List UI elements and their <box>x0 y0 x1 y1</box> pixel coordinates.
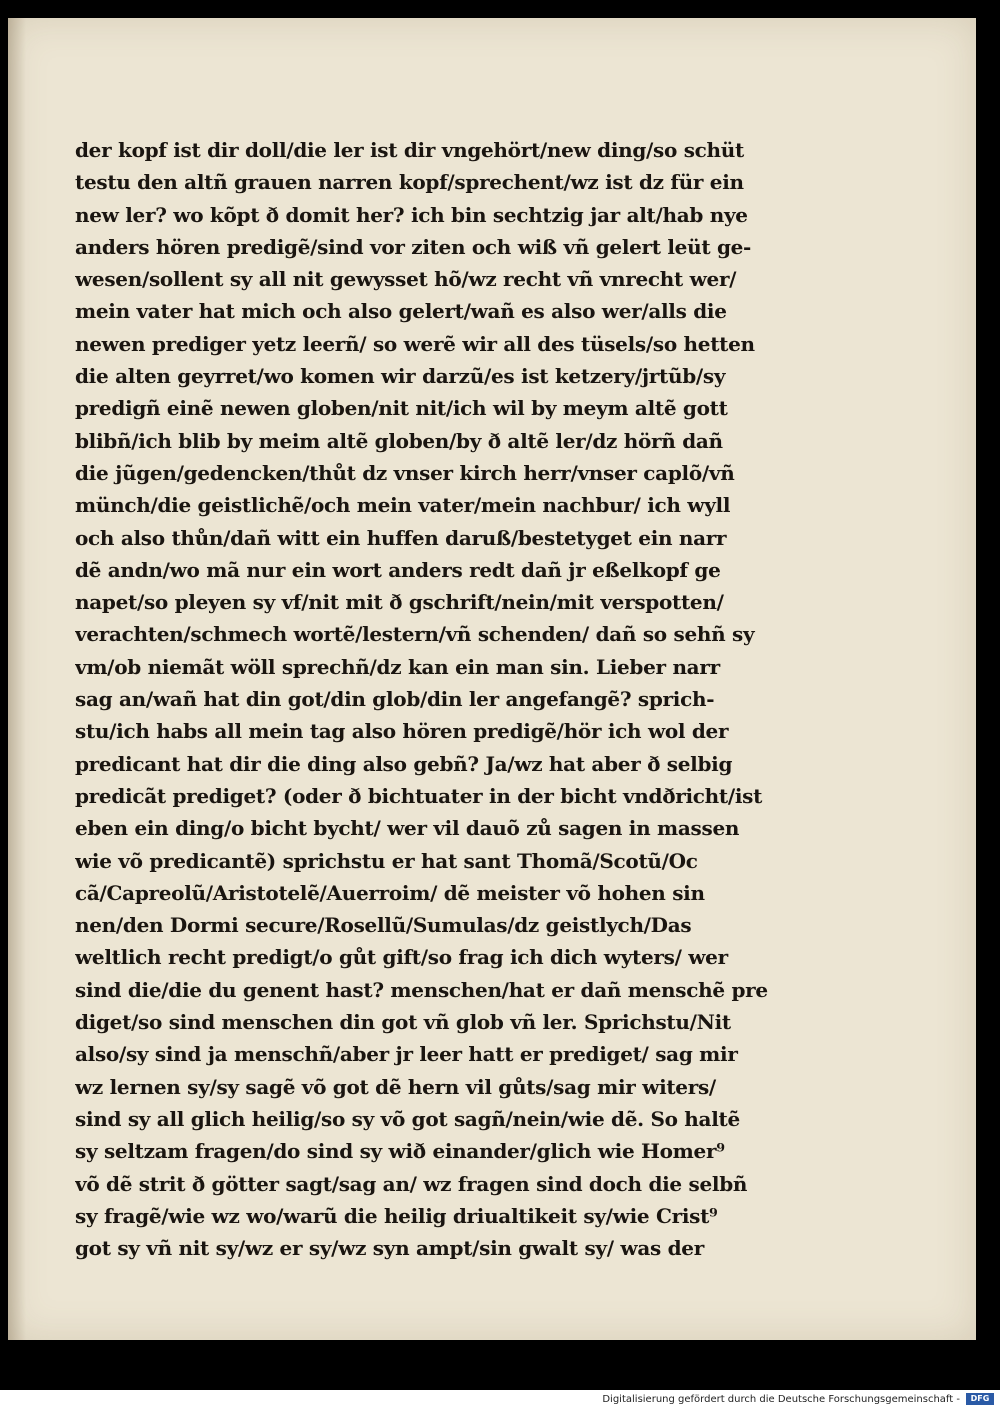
text-line: der kopf ist dir doll/die ler ist dir vngehört/new ding/so schüt <box>75 138 744 162</box>
text-line: weltlich recht predigt/o gůt gift/so frag ich dich wyters/ wer <box>75 945 728 970</box>
text-line: sag an/wañ hat din got/din glob/din ler angefangẽ? sprich- <box>75 687 715 712</box>
text-line: wesen/sollent sy all nit gewysset hõ/wz recht vñ vnrecht wer/ <box>75 267 737 292</box>
text-line: got sy vñ nit sy/wz er sy/wz syn ampt/sin gwalt sy/ was der <box>75 1236 704 1261</box>
text-line: võ dẽ strit ð götter sagt/sag an/ wz fragen sind doch die selbñ <box>75 1171 748 1196</box>
text-line: diget/so sind menschen din got vñ glob vñ ler. Sprichstu/Nit <box>75 1010 731 1035</box>
text-line: sy seltzam fragen/do sind sy wið einander/glich wie Homer⁹ <box>75 1139 725 1164</box>
text-line: eben ein ding/o bicht bycht/ wer vil dauõ zů sagen in massen <box>75 816 740 841</box>
text-line: napet/so pleyen sy vf/nit mit ð gschrift/nein/mit verspotten/ <box>75 590 724 615</box>
text-line: predigñ einẽ newen globen/nit nit/ich wil by meym altẽ gott <box>75 396 728 421</box>
text-line: die jũgen/gedencken/thůt dz vnser kirch herr/vnser caplõ/vñ <box>75 460 735 485</box>
text-line: verachten/schmech wortẽ/lestern/vñ schenden/ dañ so sehñ sy <box>75 622 755 647</box>
text-line: anders hören predigẽ/sind vor ziten och wiß vñ gelert leüt ge- <box>75 234 752 259</box>
text-line: och also thůn/dañ witt ein huffen daruß/bestetyget ein narr <box>75 525 727 550</box>
text-line: newen prediger yetz leerñ/ so werẽ wir all des tüsels/so hetten <box>75 331 755 356</box>
text-line: blibñ/ich blib by meim altẽ globen/by ð altẽ ler/dz hörñ dañ <box>75 428 723 453</box>
text-line: new ler? wo kõpt ð domit her? ich bin sechtzig jar alt/hab nye <box>75 202 748 227</box>
funding-credit: Digitalisierung gefördert durch die Deutsche Forschungsgemeinschaft - <box>602 1394 960 1405</box>
text-line: nen/den Dormi secure/Rosellũ/Sumulas/dz geistlych/Das <box>75 913 692 938</box>
text-line: stu/ich habs all mein tag also hören predigẽ/hör ich wol der <box>75 719 729 744</box>
dfg-logo-icon: DFG <box>966 1393 994 1405</box>
text-line: die alten geyrret/wo komen wir darzũ/es ist ketzery/jrtũb/sy <box>75 364 726 389</box>
text-line: sy fragẽ/wie wz wo/warũ die heilig driualtikeit sy/wie Crist⁹ <box>75 1203 718 1228</box>
text-line: sind sy all glich heilig/so sy võ got sagñ/nein/wie dẽ. So haltẽ <box>75 1106 740 1131</box>
text-line: mein vater hat mich och also gelert/wañ es also wer/alls die <box>75 299 727 324</box>
text-line: testu den altñ grauen narren kopf/sprechent/wz ist dz für ein <box>75 170 744 195</box>
text-line: münch/die geistlichẽ/och mein vater/mein nachbur/ ich wyll <box>75 493 731 518</box>
text-line: predicãt prediget? (oder ð bichtuater in der bicht vndðricht/ist <box>75 783 763 808</box>
text-line: predicant hat dir die ding also gebñ? Ja/wz hat aber ð selbig <box>75 751 733 776</box>
text-line: sind die/die du genent hast? menschen/hat er dañ menschẽ pre <box>75 977 768 1002</box>
text-block <box>75 134 835 1264</box>
text-line: wz lernen sy/sy sagẽ võ got dẽ hern vil gůts/sag mir witers/ <box>75 1074 716 1099</box>
text-line: dẽ andn/wo mã nur ein wort anders redt dañ jr eßelkopf ge <box>75 557 721 582</box>
text-line: vm/ob niemãt wöll sprechñ/dz kan ein man sin. Lieber narr <box>75 654 720 679</box>
text-line: cã/Capreolũ/Aristotelẽ/Auerroim/ dẽ meister võ hohen sin <box>75 880 705 905</box>
book-page <box>8 18 976 1340</box>
text-line: also/sy sind ja menschñ/aber jr leer hatt er prediget/ sag mir <box>75 1042 738 1067</box>
text-line: wie võ predicantẽ) sprichstu er hat sant Thomã/Scotũ/Oc <box>75 848 698 873</box>
